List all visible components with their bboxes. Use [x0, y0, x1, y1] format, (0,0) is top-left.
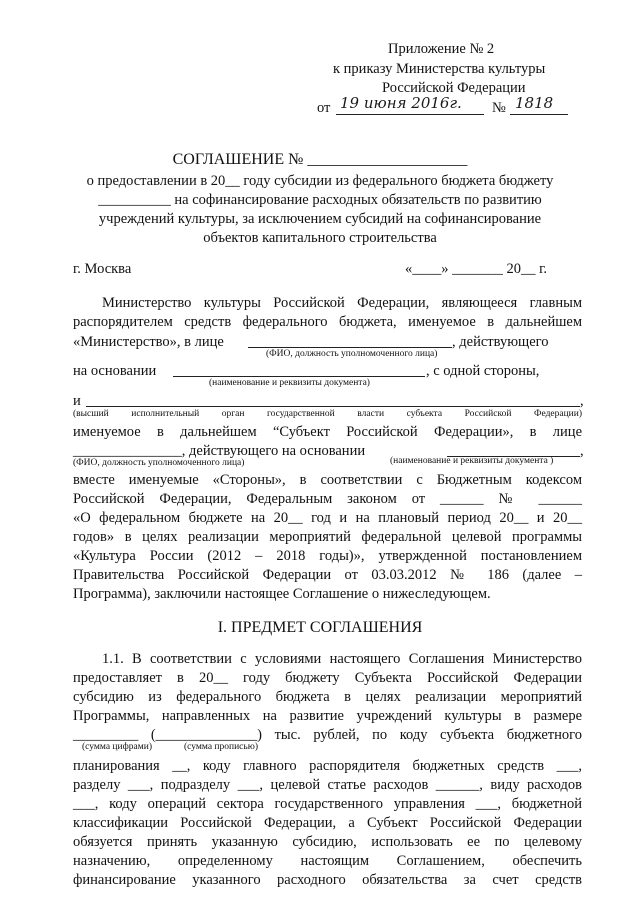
city: г. Москва	[73, 261, 132, 277]
preamble-line: на основании	[73, 363, 157, 379]
preamble-line: Министерство культуры Российской Федерации, являющееся главным	[102, 295, 582, 311]
preamble-line: именуемое в дальнейшем “Субъект Российской Федерации», в лице	[73, 424, 582, 440]
caption: (высший исполнительный орган государственной власти субъекта Российской Федерации)	[73, 409, 582, 419]
agreement-subtitle-1: о предоставлении в 20__ году субсидии из федерального бюджета бюджету	[86, 173, 554, 189]
preamble-line: Программа), заключили настоящее Соглашение о нижеследующем.	[73, 586, 491, 602]
appendix-date-label: от	[317, 100, 331, 116]
preamble-line: Российской Федерации, Федеральным законом от ______ № ______	[73, 491, 582, 507]
exec-blank	[86, 406, 580, 407]
caption: (наименование и реквизиты документа )	[390, 456, 554, 466]
agreement-subtitle-3: учреждений культуры, за исключением субсидий на софинансирование	[98, 211, 542, 227]
agreement-subtitle-2: __________ на софинансирование расходных обязательств по развитию	[98, 192, 542, 208]
preamble-line: годов» в целях реализации мероприятий федеральной целевой программы	[73, 529, 582, 545]
agreement-title: СОГЛАШЕНИЕ № ____________________	[172, 151, 468, 168]
agreement-date: «____» _______ 20__ г.	[405, 261, 548, 277]
preamble-line: и	[73, 393, 81, 409]
appendix-federation-line: Российской Федерации	[382, 80, 526, 96]
section-line: классификации Российской Федерации, а Субъект Российской Федерации	[73, 815, 582, 831]
appendix-order-line: к приказу Министерства культуры	[333, 61, 546, 77]
section-line: 1.1. В соответствии с условиями настоящего Соглашения Министерство	[102, 651, 582, 667]
section-line: Программы, направленных на развитие учреждений культуры в размере	[73, 708, 582, 724]
section-line: субсидию из федерального бюджета в целях реализации мероприятий	[73, 689, 582, 705]
preamble-line: ,	[580, 443, 584, 459]
preamble-line: распорядителем средств федерального бюджета, именуемое в дальнейшем	[73, 314, 582, 330]
preamble-line: , с одной стороны,	[426, 363, 540, 379]
section-line: планирования __, коду главного распорядителя бюджетных средств ___,	[73, 758, 582, 774]
preamble-line: , действующего	[452, 334, 549, 350]
date-underline	[336, 114, 484, 115]
doc-blank	[173, 376, 425, 377]
appendix-title: Приложение № 2	[388, 41, 495, 57]
preamble-line: ,	[580, 393, 584, 409]
section-line: финансирование указанного расходного обязательства за счет средств	[73, 872, 582, 888]
section-line: разделу ___, подразделу ___, целевой статье расходов ______, виду расходов	[73, 777, 582, 793]
section-line: обязуется принять указанную субсидию, использовать ее по целевому	[73, 834, 582, 850]
agreement-subtitle-4: объектов капитального строительства	[203, 230, 437, 246]
caption: (ФИО, должность уполномоченного лица)	[73, 458, 245, 468]
section-line: ___, коду операций сектора государственного управления ___, бюджетной	[73, 796, 582, 812]
fio-blank	[248, 347, 452, 348]
section-line: предоставляет в 20__ году бюджету Субъекта Российской Федерации	[73, 670, 582, 686]
section-heading: I. ПРЕДМЕТ СОГЛАШЕНИЯ	[217, 619, 423, 636]
section-line: назначению, определенному настоящим Соглашением, обеспечить	[73, 853, 582, 869]
caption: (наименование и реквизиты документа)	[209, 378, 370, 388]
caption: (ФИО, должность уполномоченного лица)	[266, 349, 438, 359]
appendix-date-handwritten: 19 июня 2016г.	[340, 94, 462, 112]
preamble-line: «Министерство», в лице	[73, 334, 224, 350]
preamble-line: вместе именуемые «Стороны», в соответствии с Бюджетным кодексом	[73, 472, 582, 488]
caption: (сумма прописью)	[184, 742, 258, 752]
preamble-line: Правительства Российской Федерации от 03.03.2012 № 186 (далее –	[73, 567, 582, 583]
number-underline	[510, 114, 568, 115]
appendix-number-label: №	[492, 100, 506, 116]
appendix-number-handwritten: 1818	[515, 94, 554, 112]
preamble-line: «О федеральном бюджете на 20__ год и на плановый период 20__ и 20__	[73, 510, 582, 526]
preamble-line: «Культура России (2012 – 2018 годы)», утвержденной постановлением	[73, 548, 582, 564]
section-line: _________ (______________) тыс. рублей, по коду субъекта бюджетного	[73, 727, 582, 743]
preamble-line: _______________, действующего на основании	[73, 443, 366, 459]
caption: (сумма цифрами)	[82, 742, 152, 752]
